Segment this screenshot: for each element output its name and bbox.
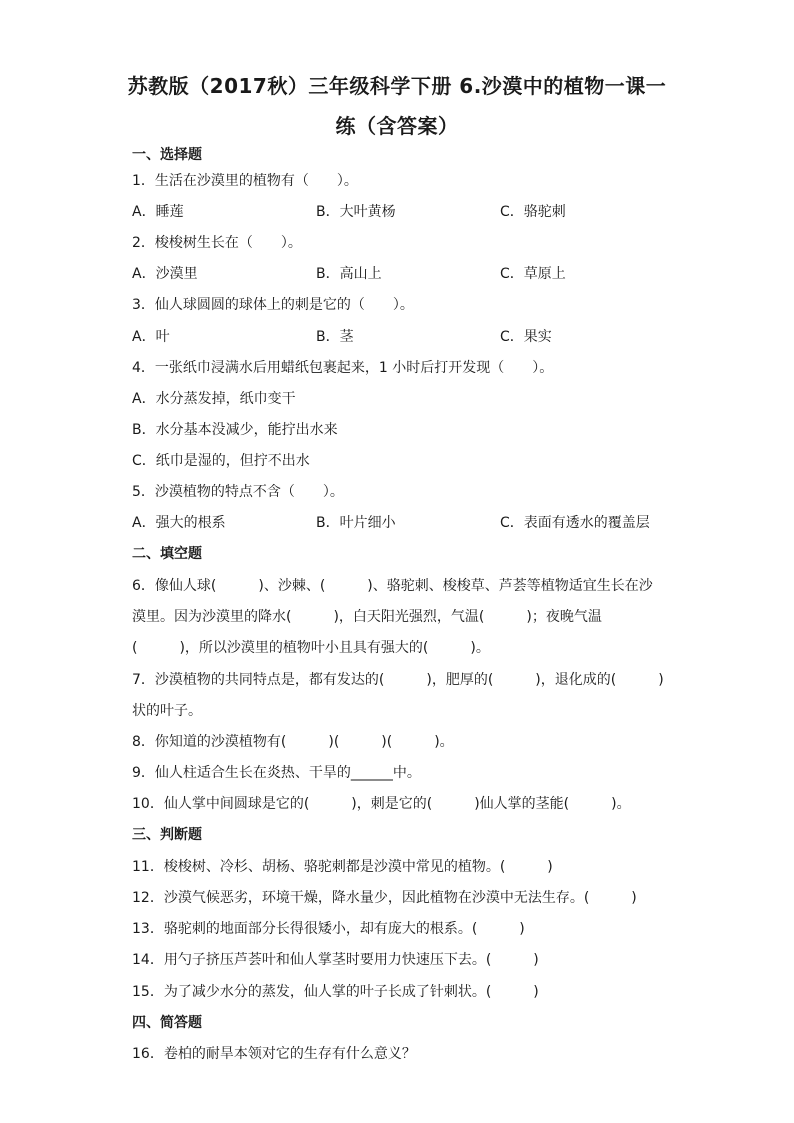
question-5-option-c: C．表面有透水的覆盖层 xyxy=(500,515,650,531)
question-1: 1．生活在沙漠里的植物有（ ）。 xyxy=(132,173,358,189)
question-1-option-b: B．大叶黄杨 xyxy=(316,204,396,220)
question-1-option-a: A．睡莲 xyxy=(132,204,184,220)
question-14: 14．用勺子挤压芦荟叶和仙人掌茎时要用力快速压下去。( ) xyxy=(132,952,539,968)
question-4: 4．一张纸巾浸满水后用蜡纸包裹起来，1 小时后打开发现（ ）。 xyxy=(132,360,554,376)
question-6-line-2: 漠里。因为沙漠里的降水( )，白天阳光强烈，气温( )；夜晚气温 xyxy=(132,609,602,625)
section-heading-true-false: 三、判断题 xyxy=(132,827,202,843)
question-3: 3．仙人球圆圆的球体上的刺是它的（ ）。 xyxy=(132,297,414,313)
question-16: 16．卷柏的耐旱本领对它的生存有什么意义？ xyxy=(132,1046,416,1062)
question-12: 12．沙漠气候恶劣，环境干燥，降水量少，因此植物在沙漠中无法生存。( ) xyxy=(132,890,637,906)
question-6-line-1: 6．像仙人球( )、沙棘、( )、骆驼刺、梭梭草、芦荟等植物适宜生长在沙 xyxy=(132,578,653,594)
question-13: 13．骆驼刺的地面部分长得很矮小，却有庞大的根系。( ) xyxy=(132,921,525,937)
question-2: 2．梭梭树生长在（ ）。 xyxy=(132,235,302,251)
question-8: 8．你知道的沙漠植物有( )( )( )。 xyxy=(132,734,454,750)
question-11: 11．梭梭树、冷杉、胡杨、骆驼刺都是沙漠中常见的植物。( ) xyxy=(132,859,553,875)
question-4-option-a: A．水分蒸发掉，纸巾变干 xyxy=(132,391,296,407)
question-5-option-b: B．叶片细小 xyxy=(316,515,396,531)
question-3-option-a: A．叶 xyxy=(132,329,170,345)
question-2-option-b: B．高山上 xyxy=(316,266,382,282)
question-3-option-b: B．茎 xyxy=(316,329,354,345)
question-2-option-c: C．草原上 xyxy=(500,266,566,282)
question-10: 10．仙人掌中间圆球是它的( )，刺是它的( )仙人掌的茎能( )。 xyxy=(132,796,631,812)
question-3-option-c: C．果实 xyxy=(500,329,552,345)
question-2-option-a: A．沙漠里 xyxy=(132,266,198,282)
section-heading-fill-blank: 二、填空题 xyxy=(132,546,202,562)
question-1-option-c: C．骆驼刺 xyxy=(500,204,566,220)
question-7-line-2: 状的叶子。 xyxy=(132,703,202,719)
section-heading-choice: 一、选择题 xyxy=(132,147,202,163)
document-title-line-1: 苏教版（2017秋）三年级科学下册 6.沙漠中的植物一课一 xyxy=(127,74,667,98)
question-4-option-c: C．纸巾是湿的，但拧不出水 xyxy=(132,453,310,469)
question-15: 15．为了减少水分的蒸发，仙人掌的叶子长成了针刺状。( ) xyxy=(132,984,539,1000)
question-5-option-a: A．强大的根系 xyxy=(132,515,226,531)
question-7-line-1: 7．沙漠植物的共同特点是，都有发达的( )，肥厚的( )，退化成的( ) xyxy=(132,672,664,688)
question-5: 5．沙漠植物的特点不含（ ）。 xyxy=(132,484,344,500)
section-heading-short-answer: 四、简答题 xyxy=(132,1015,202,1031)
document-title-line-2: 练（含答案） xyxy=(335,114,459,138)
question-6-line-3: ( )，所以沙漠里的植物叶小且具有强大的( )。 xyxy=(132,640,490,656)
question-4-option-b: B．水分基本没减少，能拧出水来 xyxy=(132,422,338,438)
question-9: 9．仙人柱适合生长在炎热、干旱的______中。 xyxy=(132,765,421,781)
